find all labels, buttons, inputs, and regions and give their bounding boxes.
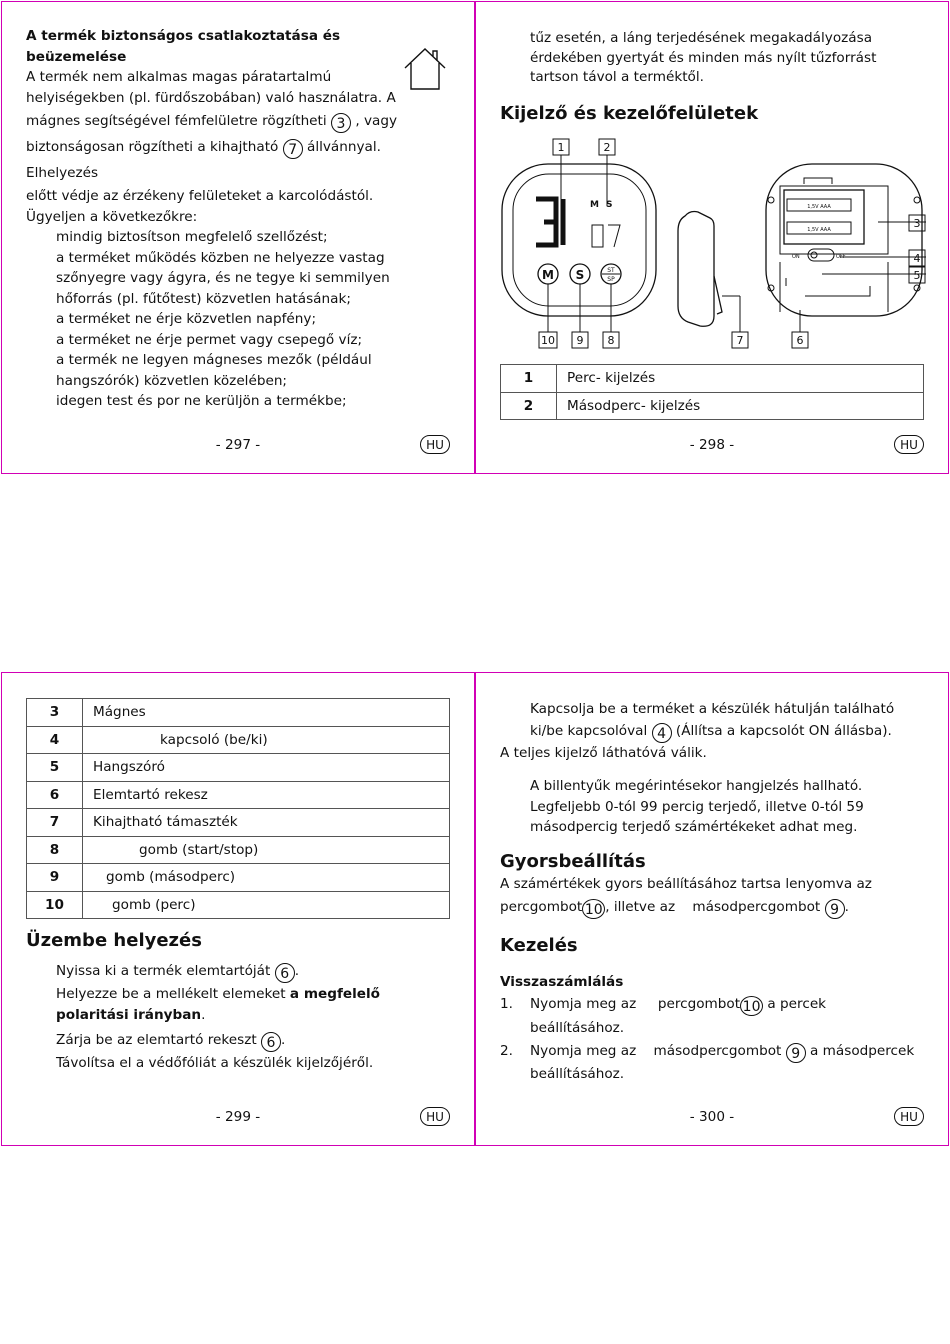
ref-circle: 10 [582,899,605,919]
page-footer [476,435,948,457]
list-item: a termék ne legyen mágneses mezők (például hangszórók) közvetlen közelében; [56,352,372,389]
display-label-m: M [590,200,599,210]
table-row: 10 gomb (perc) [27,891,450,919]
paragraph: A billentyűk megérintésekor hangjelzés hallható. Legfeljebb 0-tól 99 percig terjedő, illetve 0-tól 59 másodpercig terjedő számértékeket adhat meg. [530,778,864,835]
callout-7: 7 [736,334,744,347]
step-text: Helyezze be a mellékelt elemeket a megfelelő polaritási irányban. [56,986,380,1023]
device-diagram [500,136,926,350]
ref-circle: 9 [825,899,845,919]
ref-circle: 7 [283,139,303,159]
paragraph: A teljes kijelző láthatóvá válik. [500,744,707,761]
callout-9: 9 [576,334,584,347]
page-300 [475,672,949,1146]
paragraph: Kapcsolja be a terméket a készülék hátulján található ki/be kapcsolóval 4 (Állítsa a kapcsolót ON állásba). [530,701,895,742]
page-number: - 298 - [689,437,735,453]
callout-1: 1 [557,141,565,154]
list-item: a terméket ne érje közvetlen napfény; [56,311,317,327]
section-heading: Kijelző és kezelőfelületek [500,102,759,124]
table-row: 2 Másodperc- kijelzés [501,392,924,420]
section-heading: Gyorsbeállítás [500,850,646,872]
page-footer [2,435,474,457]
list-item: a terméket ne érje permet vagy csepegő víz; [56,331,363,348]
parts-table [26,698,450,919]
callout-4: 4 [913,252,921,265]
language-badge: HU [894,435,924,454]
table-row: 1 Perc- kijelzés [501,365,924,393]
table-row: 8 gomb (start/stop) [27,836,450,864]
section-heading: A termék biztonságos csatlakoztatása és beüzemelése [26,28,341,65]
button-s-label: S [575,268,585,282]
table-row: 4 kapcsoló (be/ki) [27,726,450,754]
paragraph: A számértékek gyors beállításához tartsa lenyomva az [500,875,872,892]
callout-2: 2 [603,141,611,154]
list-item: idegen test és por ne kerüljön a termékbe; [56,393,347,409]
battery-label: 1,5V AAA [807,204,831,210]
callout-8: 8 [607,334,615,347]
ref-circle: 9 [786,1043,806,1063]
page-297 [1,1,475,474]
text-line: biztonságosan rögzítheti a kihajtható 7 állvánnyal. Elhelyezés [26,139,381,181]
page-footer [476,1107,948,1129]
text-line: Ügyeljen a következőkre: [26,208,198,225]
step-text: Zárja be az elemtartó rekeszt 6 . [56,1032,286,1051]
ref-circle: 6 [275,963,295,983]
parts-table [500,364,924,420]
language-badge: HU [420,435,450,454]
page-number: - 297 - [215,437,261,453]
steps-list [500,992,924,1085]
language-badge: HU [420,1107,450,1126]
button-m-label: M [542,268,554,282]
table-row: 9 gomb (másodperc) [27,864,450,892]
list-item: 1. Nyomja meg az percgombot 10 a percek beállításához. [500,996,827,1036]
switch-off-label: OFF [836,254,846,260]
intro-text: tűz esetén, a láng terjedésének megakadályozása érdekében gyertyát és minden más nyílt tűzforrást tartson távol a terméktől. [530,30,877,85]
step-text: Nyissa ki a termék elemtartóját 6 . [56,963,300,982]
text-line: előtt védje az érzékeny felületeket a karcolódástól. [26,188,374,204]
paragraph: percgombot 10 , illetve az másodpercgombot 9 . [500,899,849,918]
switch-on-label: ON [792,254,800,260]
callout-3: 3 [913,217,921,230]
list-item: mindig biztosítson megfelelő szellőzést; [56,229,328,245]
page-number: - 299 - [215,1109,261,1125]
ref-circle: 3 [331,113,351,133]
callout-5: 5 [913,269,921,282]
page-298 [475,1,949,474]
language-badge: HU [894,1107,924,1126]
table-row: 5 Hangszóró [27,754,450,782]
list-item: a terméket működés közben ne helyezze vastag szőnyegre vagy ágyra, és ne tegye ki semmilyen hőforrás (pl. fűtőtest) közvetlen hatásának; [56,249,390,307]
battery-label: 1,5V AAA [807,227,831,233]
button-st-label: ST [607,267,615,274]
ref-circle: 10 [740,996,763,1016]
ref-circle: 4 [652,723,672,743]
ref-circle: 6 [261,1032,281,1052]
section-heading: Kezelés [500,935,578,956]
page-number: - 300 - [689,1109,735,1125]
text-line: helyiségekben (pl. fürdőszobában) való használatra. A [26,89,396,106]
section-heading: Üzembe helyezés [26,930,202,951]
callout-6: 6 [796,334,804,347]
subheading: Visszaszámlálás [500,974,624,990]
text-line: A termék nem alkalmas magas páratartalmú [26,69,332,85]
step-text: Távolítsa el a védőfóliát a készülék kijelzőjéről. [56,1055,374,1071]
text-line: mágnes segítségével fémfelületre rögzítheti 3 , vagy [26,113,398,132]
page-footer [2,1107,474,1129]
table-row: 3 Mágnes [27,699,450,727]
button-sp-label: SP [607,276,615,283]
table-row: 7 Kihajtható támaszték [27,809,450,837]
display-label-s: S [606,200,613,210]
table-row: 6 Elemtartó rekesz [27,781,450,809]
callout-10: 10 [541,334,555,347]
list-item: 2. Nyomja meg az másodpercgombot 9 a másodpercek beállításához. [500,1043,915,1082]
page-299 [1,672,475,1146]
